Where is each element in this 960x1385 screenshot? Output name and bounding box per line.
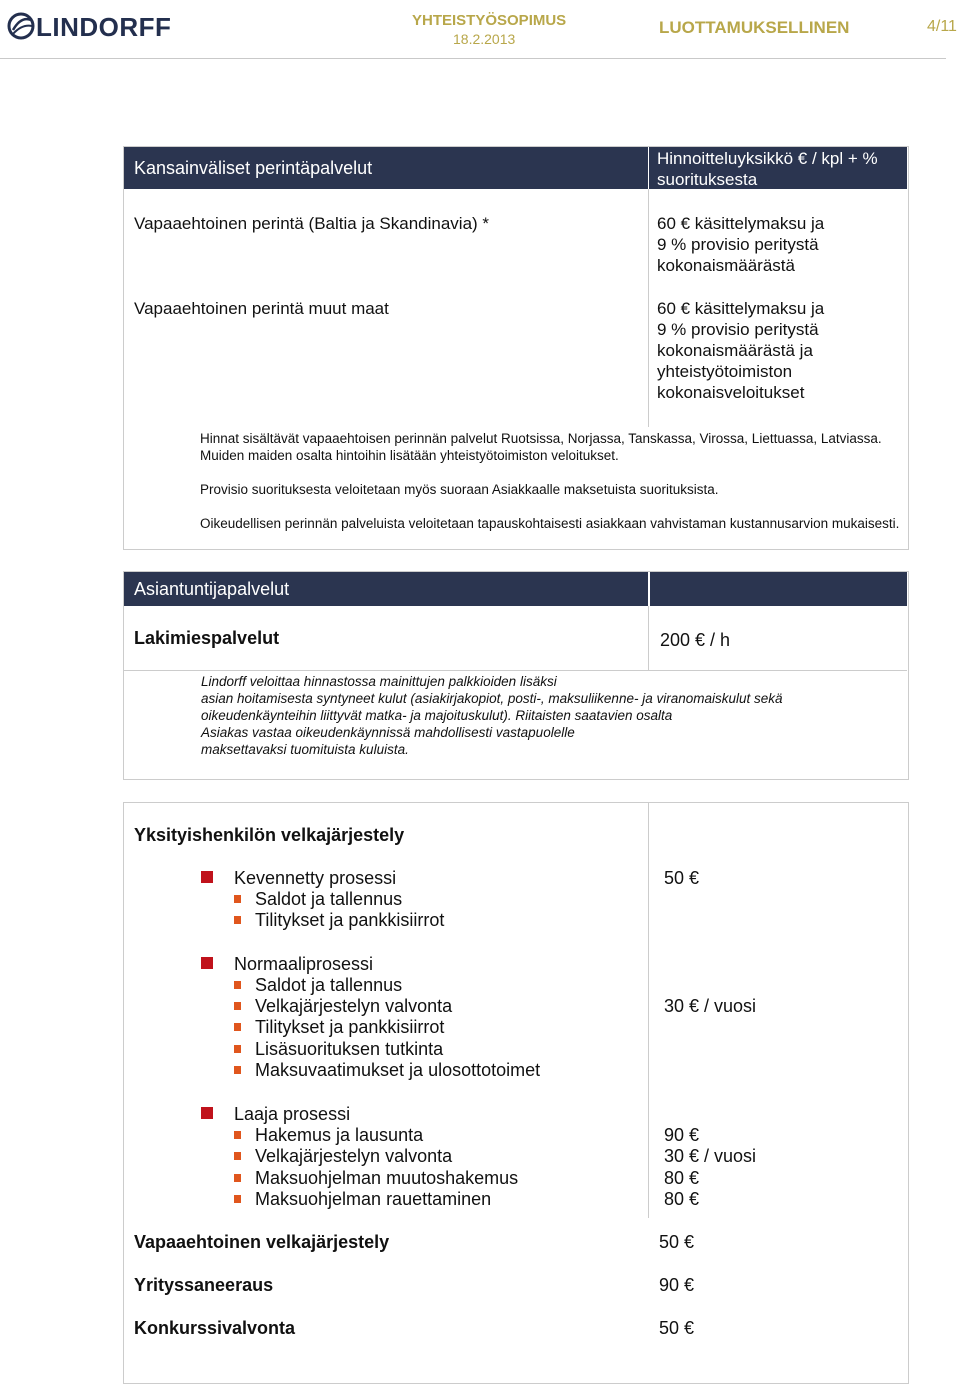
- doc-title: YHTEISTYÖSOPIMUS: [412, 12, 567, 29]
- voluntary-restructuring-label: Vapaaehtoinen velkajärjestely: [134, 1232, 390, 1252]
- bullet-small-icon: [234, 895, 241, 903]
- section2-row-divider: [124, 670, 907, 671]
- lawyer-services-label: Lakimiespalvelut: [134, 628, 280, 648]
- section2-column-divider: [648, 606, 649, 670]
- list-item: Lisäsuorituksen tutkinta: [255, 1039, 444, 1059]
- doc-date: 18.2.2013: [453, 31, 516, 47]
- list-item: Tilitykset ja pankkisiirrot: [255, 1017, 445, 1037]
- bullet-small-icon: [234, 981, 241, 989]
- voluntary-restructuring-price: 50 €: [659, 1232, 695, 1252]
- list-item: Tilitykset ja pankkisiirrot: [255, 910, 445, 930]
- section2-title-bar: [124, 572, 648, 606]
- bullet-small-icon: [234, 1066, 241, 1074]
- bankruptcy-monitoring-label: Konkurssivalvonta: [134, 1318, 296, 1338]
- company-reorganization-price: 90 €: [659, 1275, 695, 1295]
- section1-note-3: Oikeudellisen perinnän palveluista veloitetaan tapauskohtaisesti asiakkaan vahvistaman kustannusarvion mukaisesti.: [200, 516, 900, 531]
- column-divider: [648, 189, 649, 427]
- bullet-small-icon: [234, 1195, 241, 1203]
- bullet-small-icon: [234, 1045, 241, 1053]
- item-price: 80 €: [664, 1168, 700, 1188]
- bullet-small-icon: [234, 1002, 241, 1010]
- section1-title-bar: [124, 147, 648, 189]
- row-price-other: 60 € käsittelymaksu ja 9 % provisio peritystä kokonaismäärästä ja yhteistyötoimiston kokonaisveloitukset: [657, 299, 825, 402]
- list-item: Velkajärjestelyn valvonta: [255, 996, 453, 1016]
- list-item: Saldot ja tallennus: [255, 975, 403, 995]
- section3-title: Yksityishenkilön velkajärjestely: [134, 825, 405, 845]
- bullet-small-icon: [234, 1174, 241, 1182]
- logo-mark-icon: [6, 6, 36, 46]
- page-number: 4/11: [927, 18, 957, 35]
- debt-restructuring-table: [123, 802, 909, 1384]
- group-light-price: 50 €: [664, 868, 700, 888]
- company-reorganization-label: Yrityssaneeraus: [134, 1275, 274, 1295]
- row-price-baltic: 60 € käsittelymaksu ja 9 % provisio peritystä kokonaismäärästä: [657, 214, 825, 275]
- bullet-small-icon: [234, 916, 241, 924]
- bullet-small-icon: [234, 1131, 241, 1139]
- list-item: Maksuohjelman rauettaminen: [255, 1189, 492, 1209]
- list-item: Hakemus ja lausunta: [255, 1125, 424, 1145]
- section2-header-right: [650, 572, 907, 606]
- header-divider: [0, 58, 946, 59]
- list-item: Velkajärjestelyn valvonta: [255, 1146, 453, 1166]
- item-price: 90 €: [664, 1125, 700, 1145]
- bullet-small-icon: [234, 1152, 241, 1160]
- item-price: 30 € / vuosi: [664, 996, 757, 1016]
- logo-text: LINDORFF: [36, 12, 172, 42]
- item-price: 30 € / vuosi: [664, 1146, 757, 1166]
- section1-note-2: Provisio suorituksesta veloitetaan myös suoraan Asiakkaalle maksetuista suorituksista.: [200, 482, 719, 497]
- list-item: Maksuvaatimukset ja ulosottotoimet: [255, 1060, 541, 1080]
- confidential-label: LUOTTAMUKSELLINEN: [659, 18, 850, 37]
- list-item: Maksuohjelman muutoshakemus: [255, 1168, 519, 1188]
- section2-title: Asiantuntijapalvelut: [134, 579, 290, 599]
- price-header-bar: [649, 147, 907, 189]
- section3-column-divider: [648, 803, 649, 1218]
- bullet-small-icon: [234, 1023, 241, 1031]
- group-broad-process: Laaja prosessi: [234, 1104, 351, 1124]
- price-header: Hinnoitteluyksikkö € / kpl + % suorituksesta: [657, 149, 878, 189]
- section1-title: Kansainväliset perintäpalvelut: [134, 158, 373, 178]
- group-normal-process: Normaaliprosessi: [234, 954, 374, 974]
- bullet-square-icon: [201, 871, 213, 883]
- group-light-process: Kevennetty prosessi: [234, 868, 397, 888]
- row-label-other: Vapaaehtoinen perintä muut maat: [134, 299, 389, 318]
- row-label-baltic: Vapaaehtoinen perintä (Baltia ja Skandinavia) *: [134, 214, 490, 233]
- item-price: 80 €: [664, 1189, 700, 1209]
- list-item: Saldot ja tallennus: [255, 889, 403, 909]
- section2-note: Lindorff veloittaa hinnastossa mainittujen palkkioiden lisäksi asian hoitamisesta syntyneet kulut (asiakirjakopiot, posti-, maksuliikenne- ja viranomaiskulut sekä oikeudenkäynteihin liittyvät matka- ja majoituskulut). Riitaisten saatavien osalta Asiakas vastaa oikeudenkäynnissä mahdollisesti vastapuolelle maksettavaksi tuomituista kuluista.: [201, 674, 783, 757]
- section1-note-1: Hinnat sisältävät vapaaehtoisen perinnän palvelut Ruotsissa, Norjassa, Tanskassa, Virossa, Liettuassa, Latviassa. Muiden maiden osalta hintoihin lisätään yhteistyötoimiston veloitukset.: [200, 431, 882, 463]
- bankruptcy-monitoring-price: 50 €: [659, 1318, 695, 1338]
- bullet-square-icon: [201, 1107, 213, 1119]
- bullet-square-icon: [201, 957, 213, 969]
- lawyer-services-price: 200 € / h: [660, 630, 731, 650]
